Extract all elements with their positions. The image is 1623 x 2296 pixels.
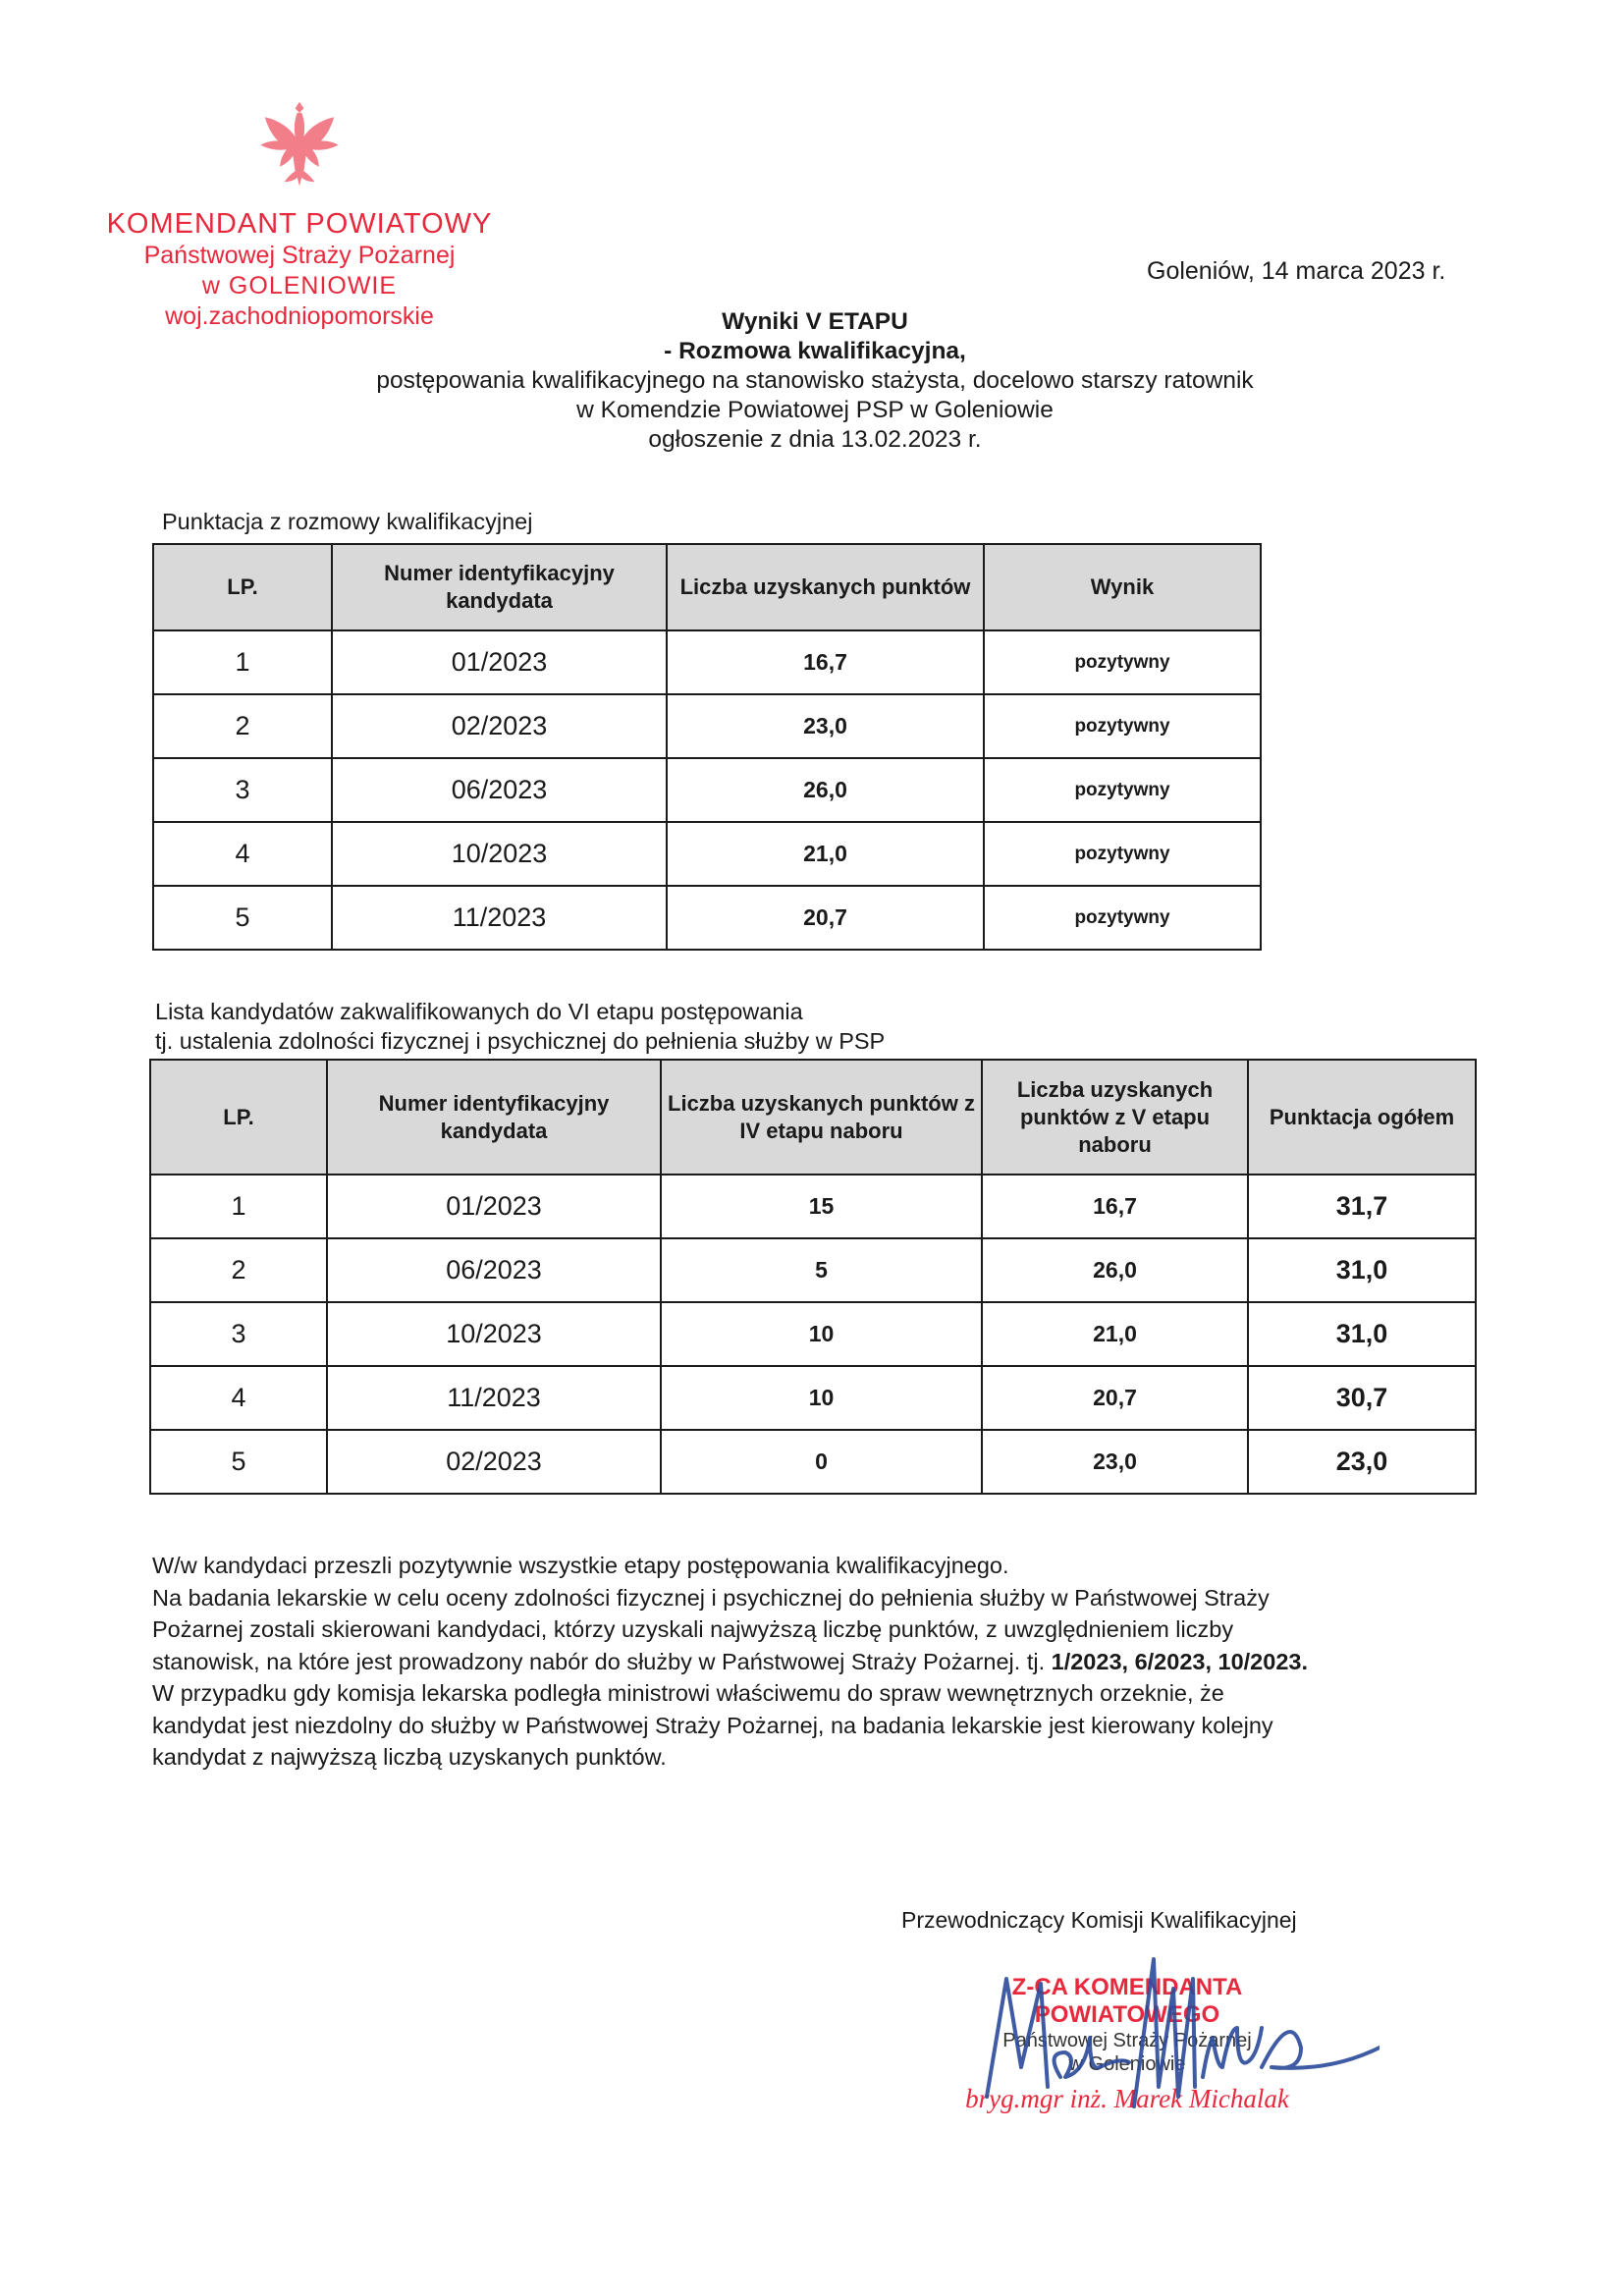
cell-lp: 5 — [153, 886, 332, 950]
signature-stamp-line-2: Państwowej Straży Pożarnej — [1002, 2030, 1252, 2051]
stamp-line-2: Państwowej Straży Pożarnej — [143, 242, 456, 269]
interview-scores-table — [152, 543, 1262, 951]
table2-caption-line-2: tj. ustalenia zdolności fizycznej i psychicznej do pełnienia służby w PSP — [155, 1028, 886, 1054]
document-title — [295, 307, 1335, 455]
cell-points: 26,0 — [667, 758, 984, 822]
body-line-5: W przypadku gdy komisja lekarska podległa ministrowi właściwemu do spraw wewnętrznych orzeknie, że — [152, 1680, 1224, 1706]
document-date: Goleniów, 14 marca 2023 r. — [1147, 257, 1446, 285]
handwritten-signature-icon — [967, 1949, 1380, 2136]
cell-stage4: 10 — [661, 1302, 982, 1366]
table-row — [153, 822, 1261, 886]
table-row — [150, 1238, 1476, 1302]
table-row — [153, 886, 1261, 950]
cell-lp: 4 — [153, 822, 332, 886]
cell-lp: 4 — [150, 1366, 327, 1430]
cell-lp: 2 — [153, 694, 332, 758]
cell-result: pozytywny — [984, 886, 1261, 950]
cell-id: 11/2023 — [327, 1366, 661, 1430]
title-line-3: postępowania kwalifikacyjnego na stanowisko stażysta, docelowo starszy ratownik — [376, 367, 1254, 394]
cell-id: 10/2023 — [327, 1302, 661, 1366]
selected-candidates: 1/2023, 6/2023, 10/2023. — [1051, 1648, 1308, 1674]
title-line-5: ogłoszenie z dnia 13.02.2023 r. — [648, 426, 982, 453]
title-line-1: Wyniki V ETAPU — [722, 308, 908, 335]
col-header-stage4-points: Liczba uzyskanych punktów z IV etapu naboru — [661, 1060, 982, 1175]
cell-stage5: 26,0 — [982, 1238, 1248, 1302]
cell-id: 06/2023 — [332, 758, 667, 822]
col-header-lp: LP. — [153, 544, 332, 630]
cell-stage4: 0 — [661, 1430, 982, 1494]
col-header-stage5-points: Liczba uzyskanych punktów z V etapu naboru — [982, 1060, 1248, 1175]
title-line-2: - Rozmowa kwalifikacyjna, — [664, 338, 966, 364]
cell-stage5: 21,0 — [982, 1302, 1248, 1366]
cell-id: 02/2023 — [327, 1430, 661, 1494]
cell-total: 31,0 — [1248, 1302, 1476, 1366]
table2-caption-line-1: Lista kandydatów zakwalifikowanych do VI etapu postępowania — [155, 999, 803, 1024]
cell-result: pozytywny — [984, 822, 1261, 886]
table-row — [150, 1430, 1476, 1494]
body-line-4 — [152, 1646, 1488, 1678]
office-stamp — [93, 93, 506, 332]
cell-total: 31,0 — [1248, 1238, 1476, 1302]
cell-points: 20,7 — [667, 886, 984, 950]
col-header-points: Liczba uzyskanych punktów — [667, 544, 984, 630]
table-row — [150, 1366, 1476, 1430]
col-header-total: Punktacja ogółem — [1248, 1060, 1476, 1175]
cell-id: 06/2023 — [327, 1238, 661, 1302]
cell-stage4: 5 — [661, 1238, 982, 1302]
title-line-4: w Komendzie Powiatowej PSP w Goleniowie — [576, 397, 1054, 423]
body-line-3: Pożarnej zostali skierowani kandydaci, którzy uzyskali najwyższą liczbę punktów, z uwzględnieniem liczby — [152, 1616, 1234, 1642]
body-line-2: Na badania lekarskie w celu oceny zdolności fizycznej i psychicznej do pełnienia służby w Państwowej Straży — [152, 1584, 1270, 1611]
body-line-6: kandydat jest niezdolny do służby w Państwowej Straży Pożarnej, na badania lekarskie jest kierowany kolejny — [152, 1712, 1273, 1738]
cell-points: 21,0 — [667, 822, 984, 886]
signature-stamp-line-3: w Goleniowie — [1068, 2053, 1186, 2075]
cell-id: 02/2023 — [332, 694, 667, 758]
polish-eagle-emblem-icon — [245, 93, 353, 201]
cell-lp: 2 — [150, 1238, 327, 1302]
table-row — [153, 758, 1261, 822]
stamp-line-4: woj.zachodniopomorskie — [165, 302, 434, 330]
cell-total: 31,7 — [1248, 1175, 1476, 1238]
cell-result: pozytywny — [984, 630, 1261, 694]
cell-id: 01/2023 — [327, 1175, 661, 1238]
table1-caption: Punktacja z rozmowy kwalifikacyjnej — [162, 509, 533, 534]
chairman-title: Przewodniczący Komisji Kwalifikacyjnej — [901, 1907, 1297, 1933]
cell-total: 30,7 — [1248, 1366, 1476, 1430]
summary-paragraph — [152, 1550, 1488, 1774]
body-line-4-text: stanowisk, na które jest prowadzony nabór do służby w Państwowej Straży Pożarnej. tj. — [152, 1648, 1052, 1674]
stamp-line-1: KOMENDANT POWIATOWY — [106, 208, 493, 240]
body-line-7: kandydat z najwyższą liczbą uzyskanych punktów. — [152, 1744, 667, 1770]
cell-lp: 1 — [150, 1175, 327, 1238]
table-row — [150, 1302, 1476, 1366]
table-row — [153, 694, 1261, 758]
col-header-id: Numer identyfikacyjny kandydata — [332, 544, 667, 630]
table-header-row — [153, 544, 1261, 630]
cell-lp: 3 — [150, 1302, 327, 1366]
qualified-candidates-table — [149, 1059, 1477, 1495]
cell-points: 23,0 — [667, 694, 984, 758]
cell-id: 11/2023 — [332, 886, 667, 950]
stamp-line-3: w GOLENIOWIE — [201, 272, 398, 300]
col-header-id: Numer identyfikacyjny kandydata — [327, 1060, 661, 1175]
cell-stage4: 10 — [661, 1366, 982, 1430]
signature-stamp-line-1: Z-CA KOMENDANTA POWIATOWEGO — [1011, 1974, 1243, 2028]
cell-lp: 1 — [153, 630, 332, 694]
cell-lp: 5 — [150, 1430, 327, 1494]
cell-id: 10/2023 — [332, 822, 667, 886]
table-row — [150, 1175, 1476, 1238]
cell-stage5: 16,7 — [982, 1175, 1248, 1238]
cell-stage5: 20,7 — [982, 1366, 1248, 1430]
col-header-lp: LP. — [150, 1060, 327, 1175]
table-row — [153, 630, 1261, 694]
cell-lp: 3 — [153, 758, 332, 822]
cell-stage4: 15 — [661, 1175, 982, 1238]
cell-total: 23,0 — [1248, 1430, 1476, 1494]
cell-result: pozytywny — [984, 758, 1261, 822]
cell-points: 16,7 — [667, 630, 984, 694]
cell-result: pozytywny — [984, 694, 1261, 758]
cell-id: 01/2023 — [332, 630, 667, 694]
cell-stage5: 23,0 — [982, 1430, 1248, 1494]
table-header-row — [150, 1060, 1476, 1175]
signature-stamp-name: bryg.mgr inż. Marek Michalak — [965, 2084, 1289, 2113]
col-header-result: Wynik — [984, 544, 1261, 630]
body-line-1: W/w kandydaci przeszli pozytywnie wszystkie etapy postępowania kwalifikacyjnego. — [152, 1553, 1009, 1578]
